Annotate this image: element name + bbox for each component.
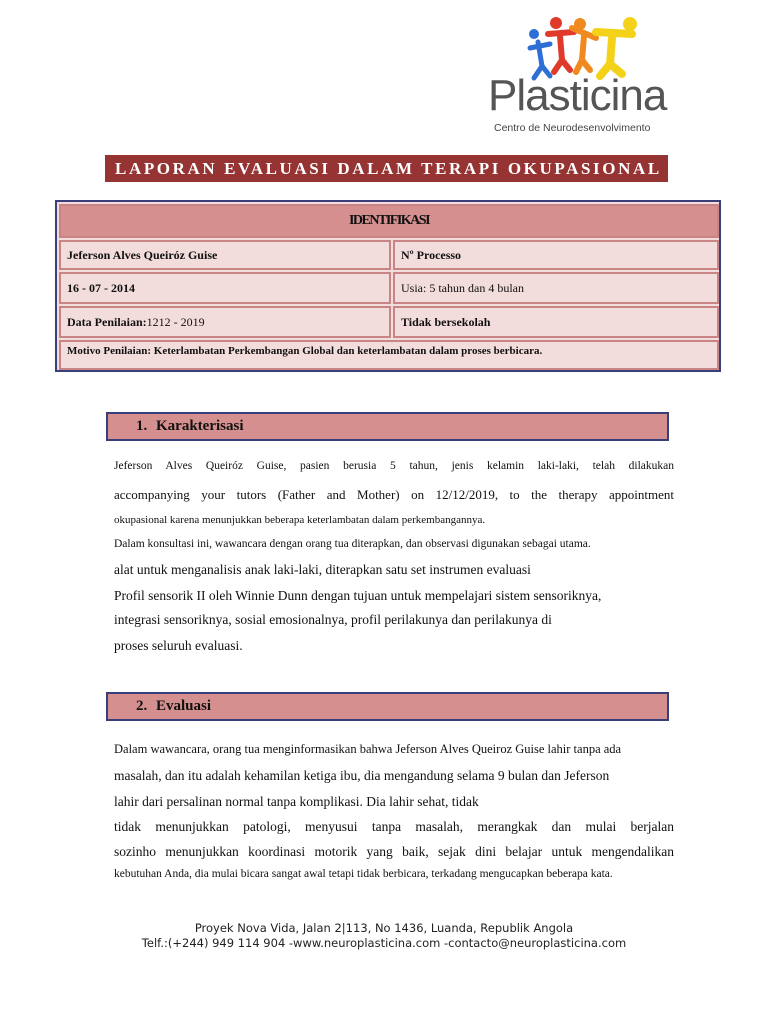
section-header-evaluasi <box>106 692 669 721</box>
section-number: 2. <box>136 698 148 714</box>
report-title: LAPORAN EVALUASI DALAM TERAPI OKUPASIONAL <box>115 159 662 178</box>
paragraph-line: sozinho menunjukkan koordinasi motorik yang baik, sejak dini belajar untuk mengendalikan <box>114 844 674 859</box>
paragraph-line: masalah, dan itu adalah kehamilan ketiga ibu, dia mengandung selama 9 bulan dan Jeferson <box>114 768 610 783</box>
identification-header: IDENTIFIKASI <box>59 204 719 238</box>
paragraph-line: Jeferson Alves Queiróz Guise, pasien berusia 5 tahun, jenis kelamin laki-laki, telah dilakukan <box>114 460 674 472</box>
paragraph-line: okupasional karena menunjukkan beberapa keterlambatan dalam perkembangannya. <box>114 514 486 526</box>
assessment-reason: Motivo Penilaian: Keterlambatan Perkembangan Global dan keterlambatan dalam proses berbicara. <box>59 340 719 370</box>
paragraph-line: alat untuk menganalisis anak laki-laki, diterapkan satu set instrumen evaluasi <box>114 562 531 577</box>
paragraph-line: integrasi sensoriknya, sosial emosionalnya, profil perilakunya dan perilakunya di <box>114 612 552 627</box>
paragraph-line: Dalam wawancara, orang tua menginformasikan bahwa Jeferson Alves Queiroz Guise lahir tanpa ada <box>114 742 622 756</box>
paragraph-line: Dalam konsultasi ini, wawancara dengan orang tua diterapkan, dan observasi digunakan sebagai utama. <box>114 538 591 550</box>
section-title: Karakterisasi <box>156 418 244 434</box>
paragraph-line: accompanying your tutors (Father and Mother) on 12/12/2019, to the therapy appointment <box>114 487 674 502</box>
footer-address: Proyek Nova Vida, Jalan 2|113, No 1436, Luanda, Republik Angola <box>194 921 574 935</box>
identification-table <box>55 200 721 372</box>
section-header-karakterisasi <box>106 412 669 441</box>
birth-date: 16 - 07 - 2014 <box>59 272 391 304</box>
paragraph-line: tidak menunjukkan patologi, menyusui tanpa masalah, merangkak dan mulai berjalan <box>114 819 674 834</box>
paragraph-line: Profil sensorik II oleh Winnie Dunn dengan tujuan untuk mempelajari sistem sensoriknya, <box>114 588 602 603</box>
assessment-date-value: 1212 - 2019 <box>146 315 205 329</box>
logo-brand-name: Plasticina <box>488 71 667 120</box>
patient-age: Usia: 5 tahun dan 4 bulan <box>393 272 719 304</box>
paragraph-line: kebutuhan Anda, dia mulai bicara sangat awal tetapi tidak berbicara, terkadang mengucapkan beberapa kata. <box>114 868 613 880</box>
assessment-date-cell <box>59 306 391 338</box>
paragraph-line: proses seluruh evaluasi. <box>114 638 243 653</box>
process-number-label: Nº Processo <box>393 240 719 270</box>
report-title-banner <box>105 155 668 182</box>
footer-contact: Telf.:(+244) 949 114 904 -www.neuroplasticina.com -contacto@neuroplasticina.com <box>141 936 627 950</box>
section-title: Evaluasi <box>156 698 212 714</box>
plasticina-logo <box>486 14 667 134</box>
logo-subtitle: Centro de Neurodesenvolvimento <box>494 122 651 134</box>
assessment-date-label: Data Penilaian: <box>67 315 147 329</box>
paragraph-line: lahir dari persalinan normal tanpa komplikasi. Dia lahir sehat, tidak <box>114 794 479 809</box>
section-number: 1. <box>136 418 148 434</box>
school-status: Tidak bersekolah <box>393 306 719 338</box>
patient-name: Jeferson Alves Queiróz Guise <box>59 240 391 270</box>
